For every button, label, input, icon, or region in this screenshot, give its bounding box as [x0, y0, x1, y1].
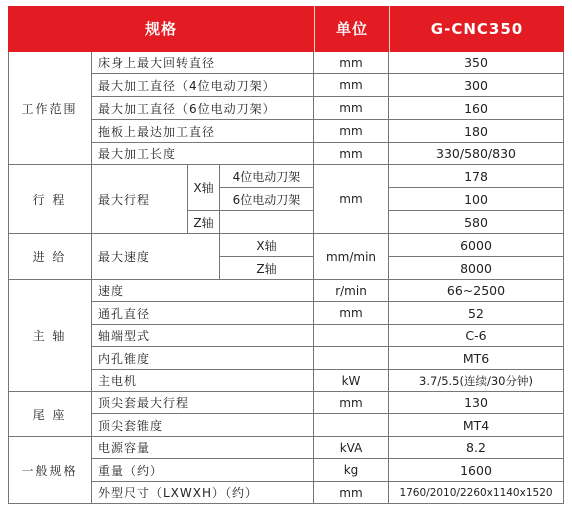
row-value: 1600 — [389, 459, 564, 482]
row-value: MT6 — [389, 347, 564, 370]
row-label: 外型尺寸（LXWXH）（约） — [92, 482, 314, 504]
row-label: 最大行程 — [92, 165, 188, 234]
row-value: 6000 — [389, 234, 564, 257]
row-value: C-6 — [389, 325, 564, 347]
row-label: 主电机 — [92, 370, 314, 392]
row-unit: mm — [314, 74, 389, 97]
empty-cell — [220, 211, 314, 234]
row-label: 最大加工直径（4位电动刀架） — [92, 74, 314, 97]
spec-table — [8, 6, 564, 504]
row-unit: mm — [314, 302, 389, 325]
row-label: 顶尖套最大行程 — [92, 392, 314, 414]
row-unit: mm — [314, 143, 389, 165]
row-unit: kW — [314, 370, 389, 392]
row-label: 最大加工直径（6位电动刀架） — [92, 97, 314, 120]
row-unit: kVA — [314, 437, 389, 459]
row-unit — [314, 414, 389, 437]
table-body — [8, 52, 564, 504]
row-label: 拖板上最达加工直径 — [92, 120, 314, 143]
row-value: 300 — [389, 74, 564, 97]
group-travel: 行 程 — [8, 165, 92, 234]
row-unit: mm — [314, 120, 389, 143]
row-value: 160 — [389, 97, 564, 120]
row-value: 580 — [389, 211, 564, 234]
row-value: 178 — [389, 165, 564, 188]
row-label: 重量（约） — [92, 459, 314, 482]
z-axis-label: Z轴 — [188, 211, 220, 234]
row-unit: mm/min — [314, 234, 389, 280]
row-value: 130 — [389, 392, 564, 414]
group-tailstock: 尾 座 — [8, 392, 92, 437]
group-spindle: 主 轴 — [8, 280, 92, 392]
group-general: 一般规格 — [8, 437, 92, 504]
row-value: 3.7/5.5(连续/30分钟) — [389, 370, 564, 392]
row-value: 66~2500 — [389, 280, 564, 302]
row-unit: mm — [314, 97, 389, 120]
row-unit: r/min — [314, 280, 389, 302]
row-label: 顶尖套锥度 — [92, 414, 314, 437]
group-feed: 进 给 — [8, 234, 92, 280]
row-label: 速度 — [92, 280, 314, 302]
row-value: 100 — [389, 188, 564, 211]
row-value: MT4 — [389, 414, 564, 437]
row-unit: mm — [314, 482, 389, 504]
header-unit: 单位 — [335, 20, 368, 38]
row-unit: mm — [314, 392, 389, 414]
row-value: 8.2 — [389, 437, 564, 459]
row-label: 床身上最大回转直径 — [92, 52, 314, 74]
row-value: 350 — [389, 52, 564, 74]
row-value: 330/580/830 — [389, 143, 564, 165]
row-label: 电源容量 — [92, 437, 314, 459]
row-label: 最大速度 — [92, 234, 220, 280]
row-value: 180 — [389, 120, 564, 143]
header-model: G-CNC350 — [430, 20, 524, 38]
table-header — [8, 6, 564, 52]
z-axis-label: Z轴 — [220, 257, 314, 280]
x-axis-label: X轴 — [220, 234, 314, 257]
row-unit — [314, 347, 389, 370]
row-label: 通孔直径 — [92, 302, 314, 325]
row-unit: mm — [314, 165, 389, 234]
row-label: 最大加工长度 — [92, 143, 314, 165]
row-label: 轴端型式 — [92, 325, 314, 347]
row-value: 8000 — [389, 257, 564, 280]
row-value: 52 — [389, 302, 564, 325]
header-spec: 规格 — [144, 20, 177, 38]
row-unit: mm — [314, 52, 389, 74]
turret-4-label: 4位电动刀架 — [220, 165, 314, 188]
row-unit: kg — [314, 459, 389, 482]
row-value: 1760/2010/2260x1140x1520 — [389, 482, 564, 504]
row-label: 内孔锥度 — [92, 347, 314, 370]
x-axis-label: X轴 — [188, 165, 220, 211]
turret-6-label: 6位电动刀架 — [220, 188, 314, 211]
group-work-range: 工作范围 — [8, 52, 92, 165]
row-unit — [314, 325, 389, 347]
